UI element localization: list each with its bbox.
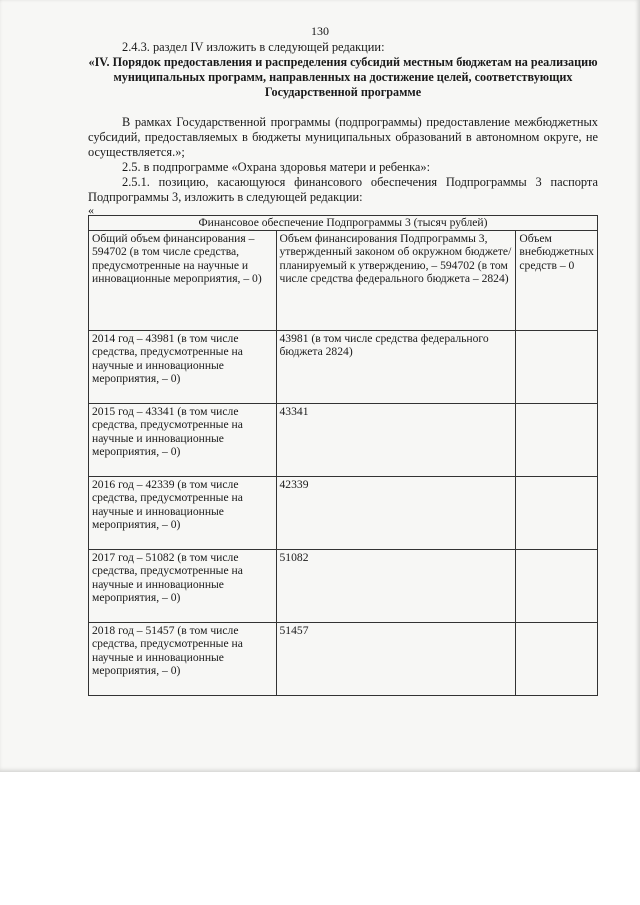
- page-content: [88, 40, 598, 696]
- amount-cell: 51457: [276, 622, 516, 695]
- extrabudgetary-value-cell: [516, 330, 598, 403]
- table-header-row: [89, 230, 598, 330]
- table-row: [89, 403, 598, 476]
- table-row: [89, 622, 598, 695]
- year-cell: 2014 год – 43981 (в том числе средства, предусмотренные на научные и инновационные мероприятия, – 0): [89, 330, 277, 403]
- extrabudgetary-value-cell: [516, 622, 598, 695]
- extrabudgetary-value-cell: [516, 549, 598, 622]
- amount-cell: 43981 (в том числе средства федерального бюджета 2824): [276, 330, 516, 403]
- section-heading: «IV. Порядок предоставления и распределения субсидий местным бюджетам на реализацию муниципальных программ, направленных на достижение целей, соответствующих Государственной программе: [88, 55, 598, 99]
- total-financing-cell: Общий объем финансирования – 594702 (в том числе средства, предусмотренные на научные и инновационные мероприятия, – 0): [89, 230, 277, 330]
- year-cell: 2017 год – 51082 (в том числе средства, предусмотренные на научные и инновационные мероприятия, – 0): [89, 549, 277, 622]
- paragraph-subsidies: В рамках Государственной программы (подпрограммы) предоставление межбюджетных субсидий, предоставляемых в бюджеты муниципальных образований в автономном округе, не осуществляется.»;: [88, 115, 598, 159]
- amount-cell: 51082: [276, 549, 516, 622]
- amount-cell: 43341: [276, 403, 516, 476]
- budget-financing-cell: Объем финансирования Подпрограммы 3, утвержденный законом об окружном бюджете/планируемый к утверждению, – 594702 (в том числе средства федерального бюджета – 2824): [276, 230, 516, 330]
- year-cell: 2015 год – 43341 (в том числе средства, предусмотренные на научные и инновационные мероприятия, – 0): [89, 403, 277, 476]
- amount-cell: 42339: [276, 476, 516, 549]
- intro-line: 2.4.3. раздел IV изложить в следующей редакции:: [122, 40, 385, 54]
- table-row: [89, 330, 598, 403]
- year-cell: 2018 год – 51457 (в том числе средства, предусмотренные на научные и инновационные мероприятия, – 0): [89, 622, 277, 695]
- financing-table: [88, 215, 598, 696]
- table-title: Финансовое обеспечение Подпрограммы 3 (тысяч рублей): [89, 216, 598, 231]
- table-row: [89, 549, 598, 622]
- open-quote: «: [88, 203, 94, 217]
- item-2-5: 2.5. в подпрограмме «Охрана здоровья матери и ребенка»:: [122, 160, 431, 174]
- extrabudgetary-value-cell: [516, 403, 598, 476]
- extrabudgetary-value-cell: [516, 476, 598, 549]
- year-cell: 2016 год – 42339 (в том числе средства, предусмотренные на научные и инновационные мероприятия, – 0): [89, 476, 277, 549]
- extrabudgetary-cell: Объем внебюджетных средств – 0: [516, 230, 598, 330]
- page-number: 130: [311, 24, 329, 38]
- item-2-5-1: 2.5.1. позицию, касающуюся финансового обеспечения Подпрограммы 3 паспорта Подпрограммы 3, изложить в следующей редакции:: [88, 175, 598, 204]
- table-row: [89, 476, 598, 549]
